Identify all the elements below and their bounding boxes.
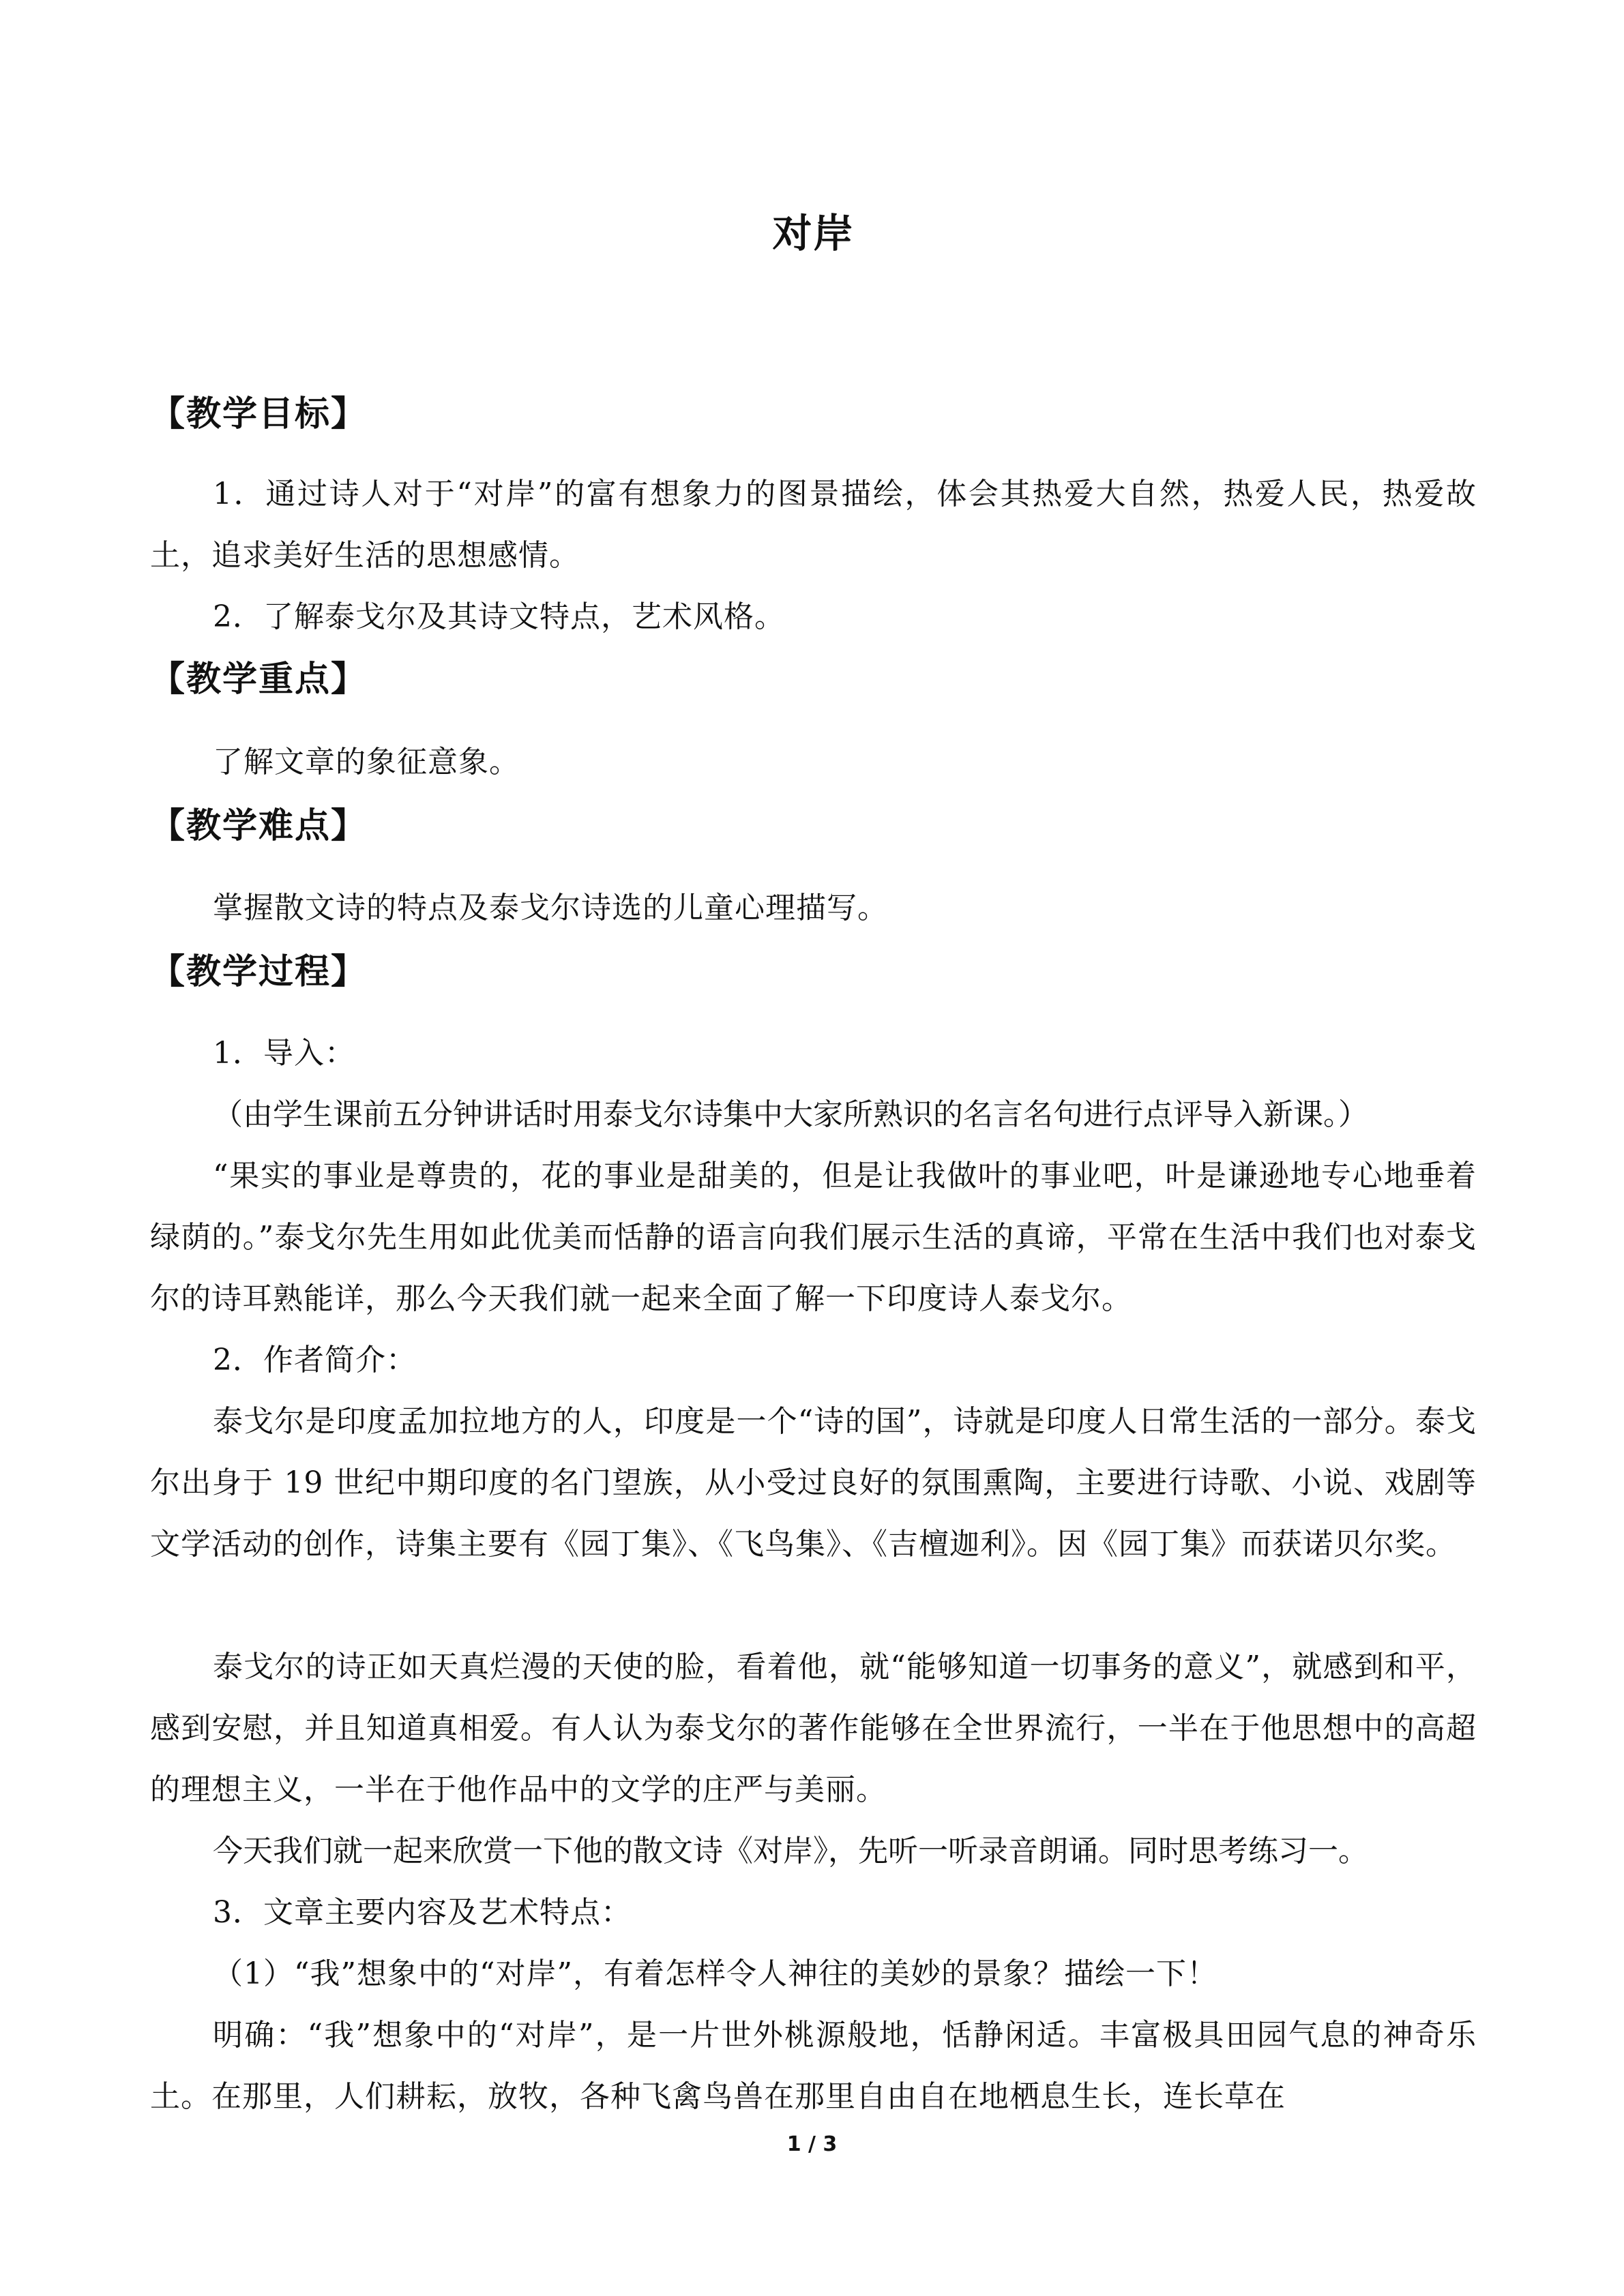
process-paragraph-quote: “果实的事业是尊贵的，花的事业是甜美的，但是让我做叶的事业吧，叶是谦逊地专心地垂着绿荫的。”泰戈尔先生用如此优美而恬静的语言向我们展示生活的真谛，平常在生活中我们也对泰戈尔的诗耳熟能详，那么今天我们就一起来全面了解一下印度诗人泰戈尔。: [150, 1159, 1477, 1316]
page-title: 对岸: [772, 210, 855, 256]
section-heading-goals: 【教学目标】: [150, 394, 368, 434]
process-paragraph-answer-1: 明确：“我”想象中的“对岸”，是一片世外桃源般地，恬静闲适。丰富极具田园气息的神奇乐土。在那里，人们耕耘，放牧，各种飞禽鸟兽在那里自由自在地栖息生长，连长草在: [150, 2018, 1477, 2114]
difficulties-text: 掌握散文诗的特点及泰戈尔诗选的儿童心理描写。: [213, 891, 888, 925]
process-paragraph-author-bio: 泰戈尔是印度孟加拉地方的人，印度是一个“诗的国”，诗就是印度人日常生活的一部分。泰戈尔出身于 19 世纪中期印度的名门望族，从小受过良好的氛围熏陶，主要进行诗歌、小说、戏剧等文学活动的创作，诗集主要有《园丁集》、《飞鸟集》、《吉檀迦利》。因《园丁集》而获诺贝尔奖。: [150, 1404, 1477, 1562]
process-paragraph-content-label: 3．文章主要内容及艺术特点：: [213, 1895, 632, 1930]
process-paragraph-intro-label: 1．导入：: [213, 1036, 355, 1071]
process-paragraph-author-label: 2．作者简介：: [213, 1343, 417, 1377]
section-heading-key-points: 【教学重点】: [150, 659, 368, 700]
goal-item-2: 2．了解泰戈尔及其诗文特点，艺术风格。: [213, 599, 785, 634]
section-heading-difficulties: 【教学难点】: [150, 806, 368, 846]
page-number: 1 / 3: [786, 2132, 838, 2156]
goal-item-1: 1．通过诗人对于“对岸”的富有想象力的图景描绘，体会其热爱大自然，热爱人民，热爱故土，追求美好生活的思想感情。: [150, 477, 1477, 573]
process-paragraph-intro-note: （由学生课前五分钟讲话时用泰戈尔诗集中大家所熟识的名言名句进行点评导入新课。）: [213, 1097, 1368, 1132]
process-paragraph-author-style: 泰戈尔的诗正如天真烂漫的天使的脸，看着他，就“能够知道一切事务的意义”，就感到和平，感到安慰，并且知道真相爱。有人认为泰戈尔的著作能够在全世界流行，一半在于他思想中的高超的理想主义，一半在于他作品中的文学的庄严与美丽。: [150, 1650, 1477, 1807]
key-points-text: 了解文章的象征意象。: [213, 745, 520, 779]
section-heading-process: 【教学过程】: [150, 952, 368, 992]
process-paragraph-reading: 今天我们就一起来欣赏一下他的散文诗《对岸》，先听一听录音朗诵。同时思考练习一。: [213, 1834, 1368, 1868]
process-paragraph-question-1: （1）“我”想象中的“对岸”，有着怎样令人神往的美妙的景象？描绘一下！: [213, 1956, 1217, 1991]
